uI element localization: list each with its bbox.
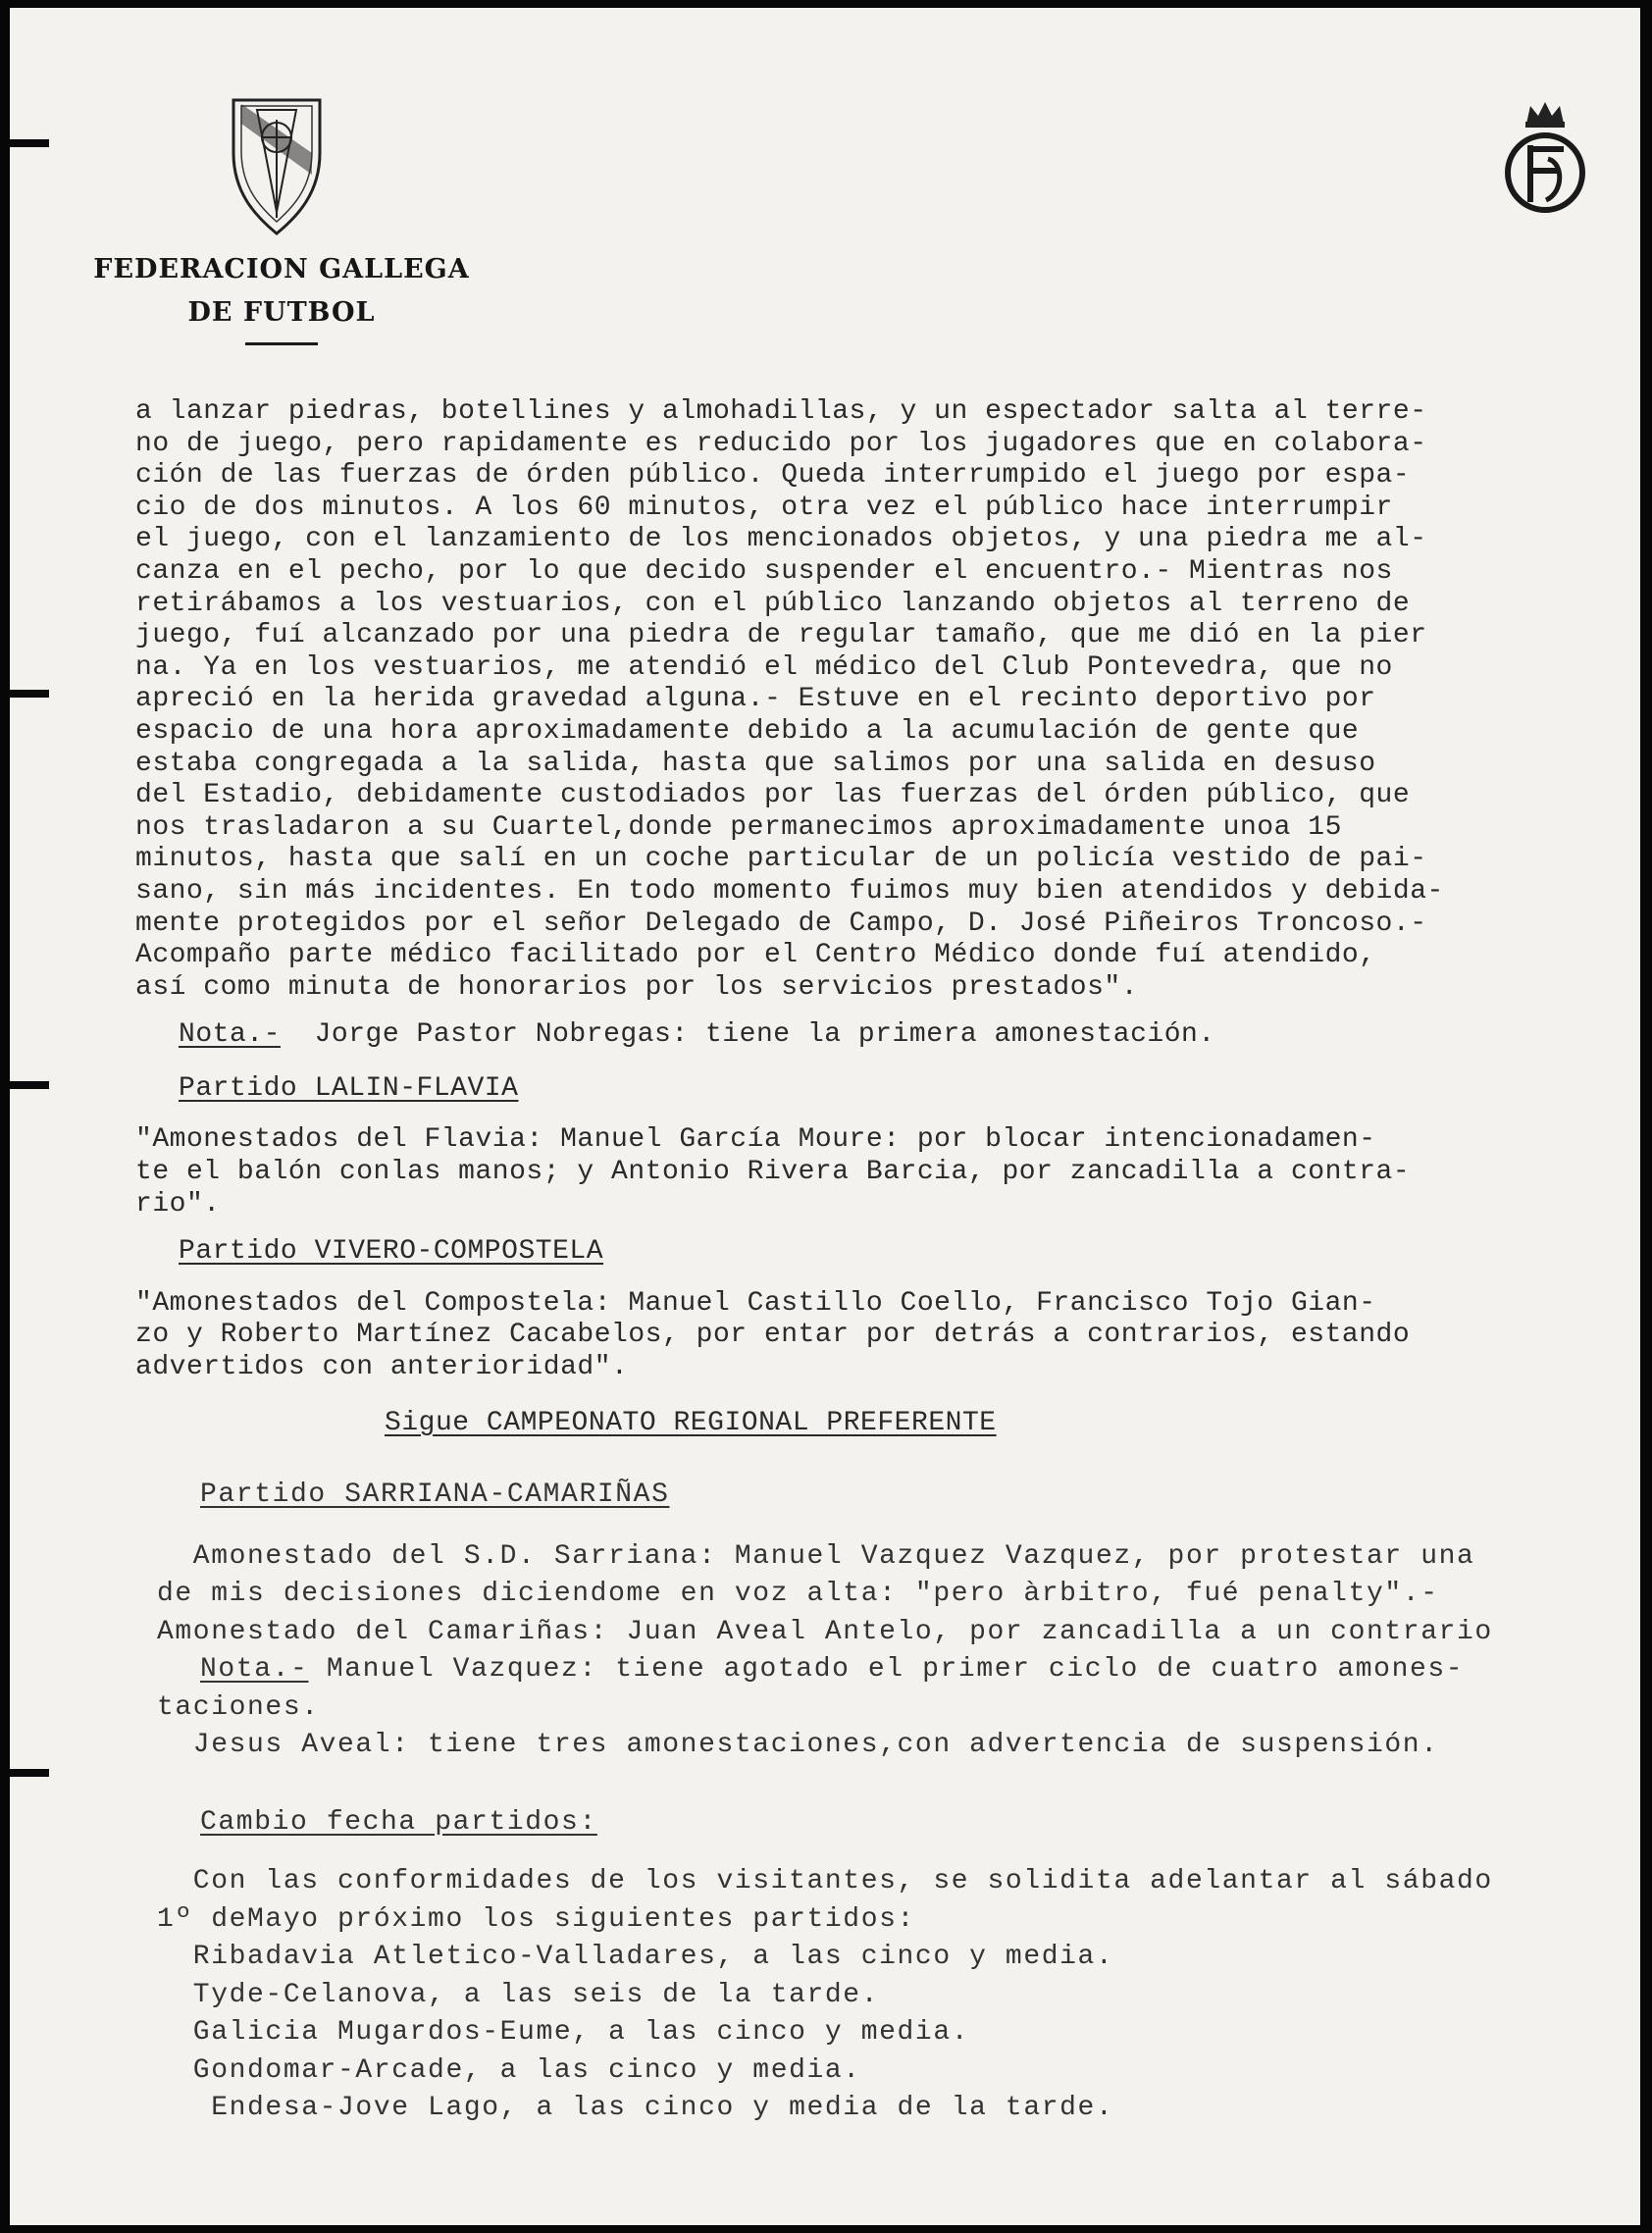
section-heading-cambio-fecha: Cambio fecha partidos: bbox=[200, 1806, 597, 1838]
section-heading-sarriana-camarinas: Partido SARRIANA-CAMARIÑAS bbox=[200, 1480, 670, 1511]
text-line: Ribadavia Atletico-Valladares, a las cinco y media. bbox=[157, 1942, 1114, 1973]
text-line: zo y Roberto Martínez Cacabelos, por entar por detrás a contrarios, estando bbox=[135, 1320, 1411, 1351]
text-line: 1º deMayo próximo los siguientes partidos: bbox=[157, 1903, 915, 1935]
text-line: estaba congregada a la salida, hasta que salimos por una salida en desuso bbox=[135, 748, 1376, 779]
nota-line bbox=[135, 1019, 1607, 1052]
text-line: apreció en la herida gravedad alguna.- Estuve en el recinto deportivo por bbox=[135, 684, 1376, 715]
text-line: Con las conformidades de los visitantes, se solidita adelantar al sábado bbox=[157, 1866, 1493, 1897]
referee-report bbox=[135, 396, 1607, 1439]
text-line: sano, sin más incidentes. En todo momento fuimos muy bien atendidos y debida- bbox=[135, 875, 1444, 907]
text-line: Amonestado del S.D. Sarriana: Manuel Vazquez Vazquez, por protestar una bbox=[157, 1540, 1475, 1572]
text-line: Jesus Aveal: tiene tres amonestaciones,con advertencia de suspensión. bbox=[157, 1730, 1439, 1761]
text-line: Endesa-Jove Lago, a las cinco y media de la tarde. bbox=[157, 2093, 1114, 2124]
text-line: "Amonestados del Compostela: Manuel Castillo Coello, Francisco Tojo Gian- bbox=[135, 1287, 1376, 1319]
text-line: ción de las fuerzas de órden público. Queda interrumpido el juego por espa- bbox=[135, 460, 1411, 492]
header-line-2: DE FUTBOL bbox=[187, 297, 376, 328]
header-divider bbox=[245, 342, 318, 345]
text-line: cio de dos minutos. A los 60 minutos, otra vez el público hace interrumpir bbox=[135, 492, 1393, 523]
shield-emblem-icon bbox=[228, 94, 326, 237]
text-line: canza en el pecho, por lo que decido suspender el encuentro.- Mientras nos bbox=[135, 555, 1393, 587]
section-heading-lalin-flavia: Partido LALIN-FLAVIA bbox=[179, 1072, 519, 1104]
text-line: "Amonestados del Flavia: Manuel García Moure: por blocar intencionadamen- bbox=[135, 1124, 1376, 1156]
crowned-federation-emblem-icon bbox=[1491, 94, 1599, 222]
federation-header bbox=[80, 248, 483, 345]
preferente-section bbox=[135, 1477, 1607, 2128]
document-body bbox=[135, 396, 1607, 2128]
text-line: nos trasladaron a su Cuartel,donde permanecimos aproximadamente unoa 15 bbox=[135, 811, 1342, 843]
punch-hole-mark bbox=[10, 690, 49, 698]
nota-text: Manuel Vazquez: tiene agotado el primer ciclo de cuatro amones- bbox=[308, 1654, 1465, 1686]
nota-line bbox=[135, 1651, 1607, 1689]
section-heading-vivero-compostela: Partido VIVERO-COMPOSTELA bbox=[179, 1236, 604, 1268]
text-line: te el balón conlas manos; y Antonio Rivera Barcia, por zancadilla a contra- bbox=[135, 1157, 1411, 1188]
text-line: así como minuta de honorarios por los servicios prestados". bbox=[135, 971, 1139, 1003]
text-line: de mis decisiones diciendome en voz alta: "pero àrbitro, fué penalty".- bbox=[157, 1579, 1439, 1610]
punch-hole-mark bbox=[10, 1769, 49, 1777]
text-line: advertidos con anterioridad". bbox=[135, 1352, 629, 1383]
section-heading-regional-preferente: Sigue CAMPEONATO REGIONAL PREFERENTE bbox=[385, 1407, 997, 1438]
text-line: rio". bbox=[135, 1188, 221, 1220]
punch-hole-mark bbox=[10, 139, 49, 147]
text-line: juego, fuí alcanzado por una piedra de regular tamaño, que me dió en la pier bbox=[135, 620, 1427, 651]
header-line-1: FEDERACION GALLEGA bbox=[93, 254, 470, 285]
text-line: minutos, hasta que salí en un coche particular de un policía vestido de pai- bbox=[135, 844, 1427, 875]
text-line: el juego, con el lanzamiento de los mencionados objetos, y una piedra me al- bbox=[135, 524, 1427, 555]
nota-label: Nota.- bbox=[179, 1019, 281, 1051]
nota-text: Jorge Pastor Nobregas: tiene la primera amonestación. bbox=[280, 1019, 1215, 1051]
text-line: Acompaño parte médico facilitado por el Centro Médico donde fuí atendido, bbox=[135, 940, 1376, 971]
text-line: no de juego, pero rapidamente es reducido por los jugadores que en colabora- bbox=[135, 428, 1427, 459]
text-line: Amonestado del Camariñas: Juan Aveal Antelo, por zancadilla a un contrario bbox=[157, 1616, 1493, 1647]
text-line: retirábamos a los vestuarios, con el público lanzando objetos al terreno de bbox=[135, 588, 1411, 619]
nota-label: Nota.- bbox=[200, 1654, 309, 1686]
text-line: taciones. bbox=[157, 1691, 320, 1723]
text-line: Tyde-Celanova, a las seis de la tarde. bbox=[157, 1979, 880, 2010]
text-line: a lanzar piedras, botellines y almohadillas, y un espectador salta al terre- bbox=[135, 396, 1427, 427]
text-line: Gondomar-Arcade, a las cinco y media. bbox=[157, 2054, 861, 2086]
text-line: na. Ya en los vestuarios, me atendió el médico del Club Pontevedra, que no bbox=[135, 651, 1393, 683]
punch-hole-mark bbox=[10, 1081, 49, 1089]
document-page bbox=[10, 8, 1640, 2225]
text-line: mente protegidos por el señor Delegado de Campo, D. José Piñeiros Troncoso.- bbox=[135, 908, 1427, 939]
text-line: espacio de una hora aproximadamente debido a la acumulación de gente que bbox=[135, 715, 1360, 747]
text-line: del Estadio, debidamente custodiados por las fuerzas del órden público, que bbox=[135, 780, 1411, 811]
text-line: Galicia Mugardos-Eume, a las cinco y media. bbox=[157, 2017, 970, 2049]
